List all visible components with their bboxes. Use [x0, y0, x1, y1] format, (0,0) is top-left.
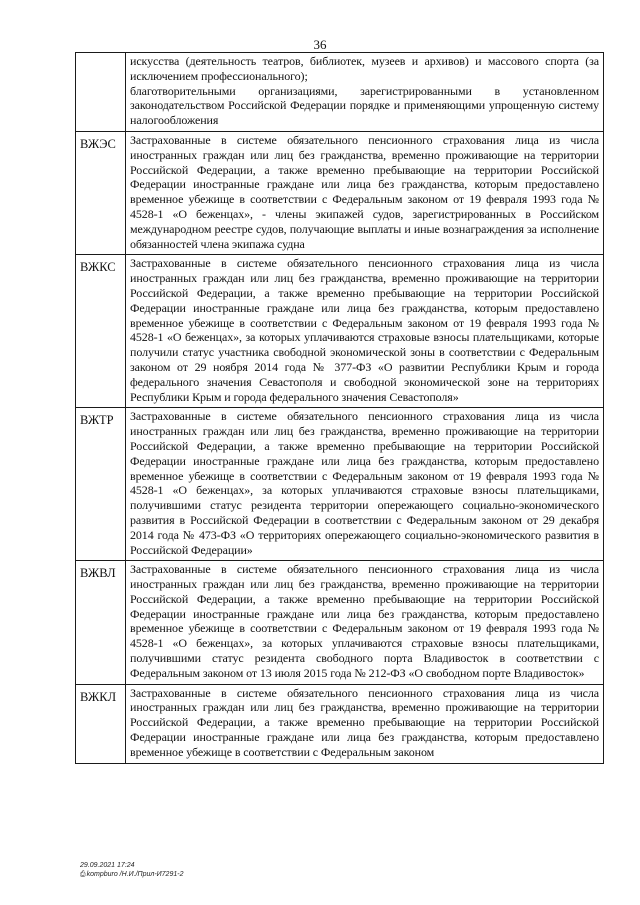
description-paragraph: Застрахованные в системе обязательного пенсионного страхования лица из числа иностранных граждан или лиц без гражданства, временно проживающие на территории Российской Федерации, а также временно пребывающие на территории Российской Федерации иностранные граждане или лица без гражданства, которым предоставлено временное убежище в соответствии с Федеральным законом от 19 февраля 1993 года № 4528-1 «О беженцах», за которых уплачиваются страховые взносы плательщиками, получившими статус резидента свободного порта Владивосток в соответствии с Федеральным законом от 13 июля 2015 года № 212-ФЗ «О свободном порте Владивосток» [130, 562, 599, 680]
category-description [126, 684, 604, 763]
table-row [76, 408, 604, 561]
table-row [76, 255, 604, 408]
print-timestamp: 29.09.2021 17:24 [80, 862, 135, 869]
category-description [126, 53, 604, 132]
description-paragraph: искусства (деятельность театров, библиотек, музеев и архивов) и массового спорта (за исключением профессионального); [130, 54, 599, 83]
page-number: 36 [313, 37, 327, 52]
description-paragraph: Застрахованные в системе обязательного пенсионного страхования лица из числа иностранных граждан или лиц без гражданства, временно проживающие на территории Российской Федерации, а также временно пребывающие на территории Российской Федерации иностранные граждане или лица без гражданства, которым предоставлено временное убежище в соответствии с Федеральным законом от 19 февраля 1993 года № 4528-1 «О беженцах», за которых уплачиваются страховые взносы плательщиками, получившими статус резидента территории опережающего социально-экономического развития в Российской Федерации в соответствии с Федеральным законом от 29 декабря 2014 года № 473-ФЗ «О территориях опережающего социально-экономического развития в Российской Федерации» [130, 409, 599, 557]
table-row [76, 53, 604, 132]
category-codes-table [75, 52, 604, 764]
category-description [126, 561, 604, 684]
table-row [76, 684, 604, 763]
description-paragraph: Застрахованные в системе обязательного пенсионного страхования лица из числа иностранных граждан или лиц без гражданства, временно проживающие на территории Российской Федерации, а также временно пребывающие на территории Российской Федерации иностранные граждане или лица без гражданства, которым предоставлено временное убежище в соответствии с Федеральным законом от 19 февраля 1993 года № 4528-1 «О беженцах», за которых уплачиваются страховые взносы плательщиками, которые получили статус участника свободной экономической зоны в соответствии с Федеральным законом от 29 ноября 2014 года № 377-ФЗ «О развитии Республики Крым и города федерального значения Севастополя и свободной экономической зоне на территориях Республики Крым и города федерального значения Севастополя» [130, 256, 599, 404]
category-code: ВЖВЛ [76, 561, 126, 684]
document-mark [80, 870, 183, 879]
description-paragraph: Застрахованные в системе обязательного пенсионного страхования лица из числа иностранных граждан или лиц без гражданства, временно проживающие на территории Российской Федерации, а также временно пребывающие на территории Российской Федерации иностранные граждане или лица без гражданства, которым предоставлено временное убежище в соответствии с Федеральным законом от 19 февраля 1993 года № 4528-1 «О беженцах», - члены экипажей судов, зарегистрированных в Российском международном реестре судов, получающие выплаты и иные вознаграждения за исполнение обязанностей члена экипажа судна [130, 132, 599, 251]
category-description [126, 408, 604, 561]
document-mark-text: kompburo /Н.И./Прил-И7291-2 [86, 871, 184, 878]
table-row [76, 561, 604, 684]
printer-icon: ⎙ [80, 871, 86, 878]
description-paragraph: Застрахованные в системе обязательного пенсионного страхования лица из числа иностранных граждан или лиц без гражданства, временно проживающие на территории Российской Федерации, а также временно пребывающие на территории Российской Федерации иностранные граждане или лица без гражданства, которым предоставлено временное убежище в соответствии с Федеральным законом [130, 685, 599, 759]
category-code: ВЖКС [76, 255, 126, 408]
table-row [76, 131, 604, 254]
document-footer [80, 861, 183, 879]
category-description [126, 255, 604, 408]
category-description [126, 131, 604, 254]
category-code: ВЖТР [76, 408, 126, 561]
category-code: ВЖКЛ [76, 684, 126, 763]
category-code: ВЖЭС [76, 131, 126, 254]
category-code [76, 53, 126, 132]
description-paragraph: благотворительными организациями, зарегистрированными в установленном законодательством Российской Федерации порядке и применяющими упрощенную систему налогообложения [130, 83, 599, 128]
